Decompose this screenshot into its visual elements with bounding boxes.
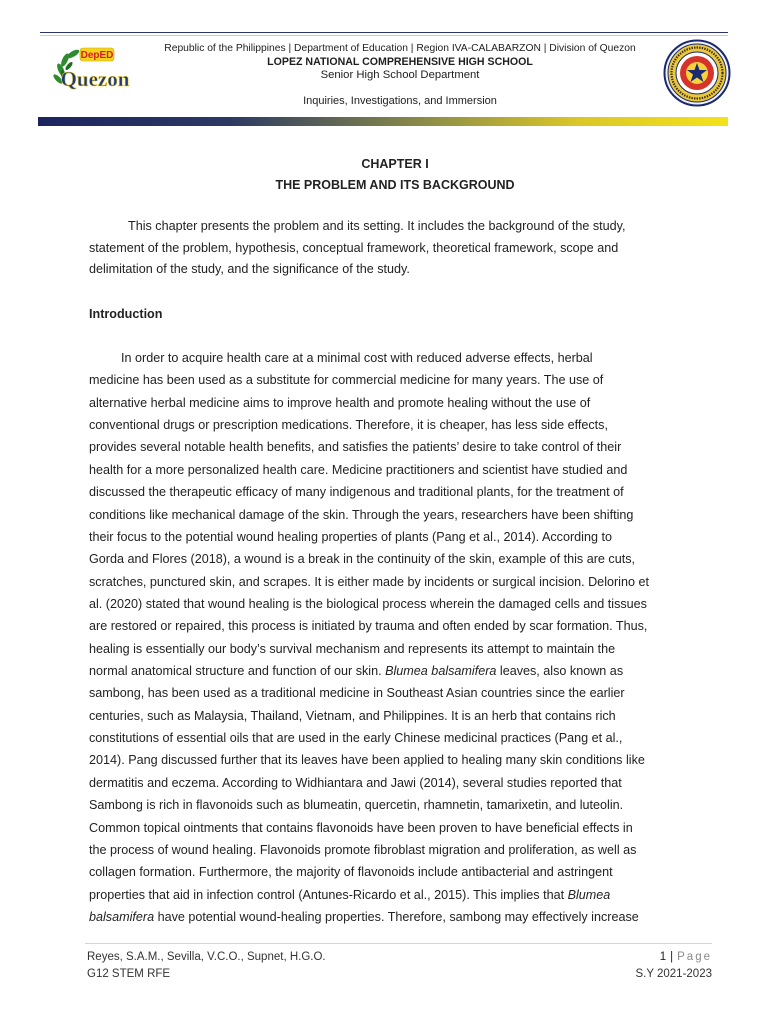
text-line: In order to acquire health care at a minimal cost with reduced adverse effects, herbal [121,351,593,365]
text-line: scratches, punctured skin, and scrapes. It is either made by incidents or surgical incision. Delorino et [89,574,649,589]
text-line: statement of the problem, hypothesis, conceptual framework, theoretical framework, scope and [89,240,619,255]
footer-rule [85,943,712,944]
logo-deped-text: DepED [80,50,114,61]
text-line [89,660,649,682]
text-line: health for a more personalized health care. Medicine practitioners and scientist have studied and [89,462,628,477]
deped-quezon-logo [52,46,132,94]
text-line: This chapter presents the problem and its setting. It includes the background of the study, [128,219,626,233]
overview-paragraph [89,216,626,281]
text-line: dermatitis and eczema. According to Widhiantara and Jawi (2014), several studies reported that [89,775,622,790]
text-line: are restored or repaired, this process is initiated by trauma and often ended by scar formation. Thus, [89,619,648,634]
department-name: Senior High School Department [320,69,480,81]
text-line: Common topical ointments that contains flavonoids have been proven to have beneficial effects in [89,820,633,835]
header-agency-line: Republic of the Philippines | Department of Education | Region IVA-CALABARZON | Division of Quezon [164,43,636,54]
chapter-number: CHAPTER I [361,157,429,171]
text-line: their focus to the potential wound healing properties of plants (Pang et al., 2014). According to [89,529,612,544]
footer-class: G12 STEM RFE [87,968,171,980]
text-line: the process of wound healing. Flavonoids promote fibroblast migration and proliferation, as well as [89,842,637,857]
text-line: alternative herbal medicine aims to improve health and promote healing without the use of [89,395,591,410]
subject-name: Inquiries, Investigations, and Immersion [303,95,497,107]
text-segment: leaves, also known as [496,664,624,679]
page-number: 1 [659,951,667,963]
text-line: collagen formation. Furthermore, the majority of flavonoids include antibacterial and astringent [89,865,613,880]
text-line: centuries, such as Malaysia, Thailand, Vietnam, and Philippines. It is an herb that contains rich [89,708,616,723]
text-line: provides several notable health benefits, and satisfies the patients’ desire to take control of their [89,440,622,455]
school-seal-logo [663,39,731,107]
school-year: S.Y 2021-2023 [635,968,712,980]
logo-quezon-text: Quezon [60,67,130,91]
text-line [89,906,649,928]
footer-authors: Reyes, S.A.M., Sevilla, V.C.O., Supnet, H.G.O. [87,951,326,963]
page-label: Page [677,951,712,963]
page-indicator [660,950,712,964]
text-line: Gorda and Flores (2018), a wound is a break in the continuity of the skin, example of this are cuts, [89,552,636,567]
page-separator: | [670,951,674,963]
italic-text: Blumea [567,887,611,902]
text-line [89,884,649,906]
text-line: medicine has been used as a substitute for commercial medicine for many years. The use of [89,373,604,388]
italic-text: balsamifera [89,909,155,924]
text-line: conditions like mechanical damage of the skin. Through the years, researchers have been shifting [89,507,634,522]
text-segment: properties that aid in infection control (Antunes-Ricardo et al., 2015). This implies that [89,887,568,902]
text-line: Sambong is rich in flavonoids such as blumeatin, quercetin, rhamnetin, tamarixetin, and luteolin. [89,798,624,813]
header-top-rule-light [40,35,728,36]
text-line: al. (2020) stated that wound healing is the biological process wherein the damaged cells and tissues [89,596,647,611]
text-line: delimitation of the study, and the significance of the study. [89,262,410,276]
header-gradient-bar [38,117,728,126]
text-line: constitutions of essential oils that are used in the early Chinese medicinal practices (Pang et al., [89,731,623,746]
introduction-paragraph [89,347,649,928]
text-line: 2014). Pang discussed further that its leaves have been applied to healing many skin conditions like [89,753,645,768]
italic-text: Blumea balsamifera [385,664,497,679]
text-line: sambong, has been used as a traditional medicine in Southeast Asian countries since the earlier [89,686,625,701]
section-heading-introduction: Introduction [89,307,163,321]
header-top-rule [40,32,728,33]
text-line: discussed the therapeutic efficacy of many indigenous and traditional plants, for the treatment of [89,485,624,500]
school-name: LOPEZ NATIONAL COMPREHENSIVE HIGH SCHOOL [267,56,533,68]
text-line: healing is essentially our body’s survival mechanism and represents its attempt to maintain the [89,641,616,656]
text-line: conventional drugs or prescription medications. Therefore, it is cheaper, has less side effects, [89,418,608,433]
text-segment: normal anatomical structure and function of our skin. [89,664,386,679]
text-segment: have potential wound-healing properties. Therefore, sambong may effectively increase [154,909,639,924]
chapter-title: THE PROBLEM AND ITS BACKGROUND [275,178,515,192]
chapter-heading [195,154,595,196]
